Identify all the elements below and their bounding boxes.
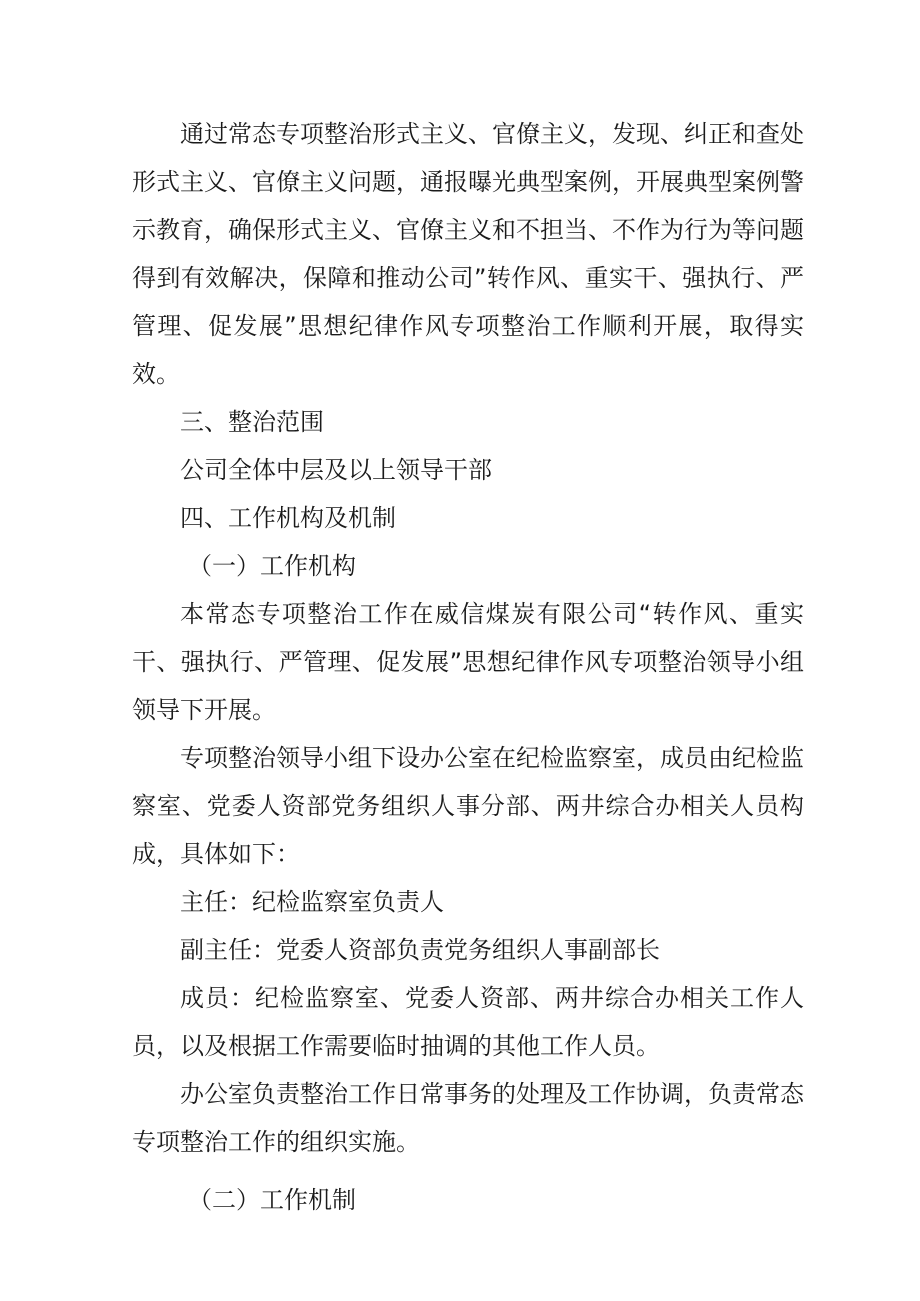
paragraph-office-duties: 办公室负责整治工作日常事务的处理及工作协调，负责常态专项整治工作的组织实施。 (132, 1080, 804, 1156)
paragraph-director: 主任：纪检监察室负责人 (180, 888, 444, 916)
subheading-work-mechanism: （二）工作机制 (188, 1186, 356, 1214)
document-body (132, 110, 804, 1224)
subheading-work-organization: （一）工作机构 (188, 552, 356, 580)
paragraph-objective: 通过常态专项整治形式主义、官僚主义，发现、纠正和查处形式主义、官僚主义问题，通报曝光典型案例，开展典型案例警示教育，确保形式主义、官僚主义和不担当、不作为行为等问题得到有效解决，保障和推动公司”转作风、重实干、强执行、严管理、促发展”思想纪律作风专项整治工作顺利开展，取得实效。 (132, 120, 804, 388)
paragraph-leadership: 本常态专项整治工作在威信煤炭有限公司“转作风、重实干、强执行、严管理、促发展”思想纪律作风专项整治领导小组领导下开展。 (132, 600, 804, 724)
paragraph-office: 专项整治领导小组下设办公室在纪检监察室，成员由纪检监察室、党委人资部党务组织人事分部、两井综合办相关人员构成，具体如下： (132, 744, 804, 868)
paragraph-scope: 公司全体中层及以上领导干部 (180, 456, 492, 484)
section-heading-scope: 三、整治范围 (180, 408, 324, 436)
section-heading-organization: 四、工作机构及机制 (180, 504, 396, 532)
paragraph-members: 成员：纪检监察室、党委人资部、两井综合办相关工作人员，以及根据工作需要临时抽调的其他工作人员。 (132, 984, 804, 1060)
paragraph-deputy-director: 副主任：党委人资部负责党务组织人事副部长 (180, 936, 660, 964)
